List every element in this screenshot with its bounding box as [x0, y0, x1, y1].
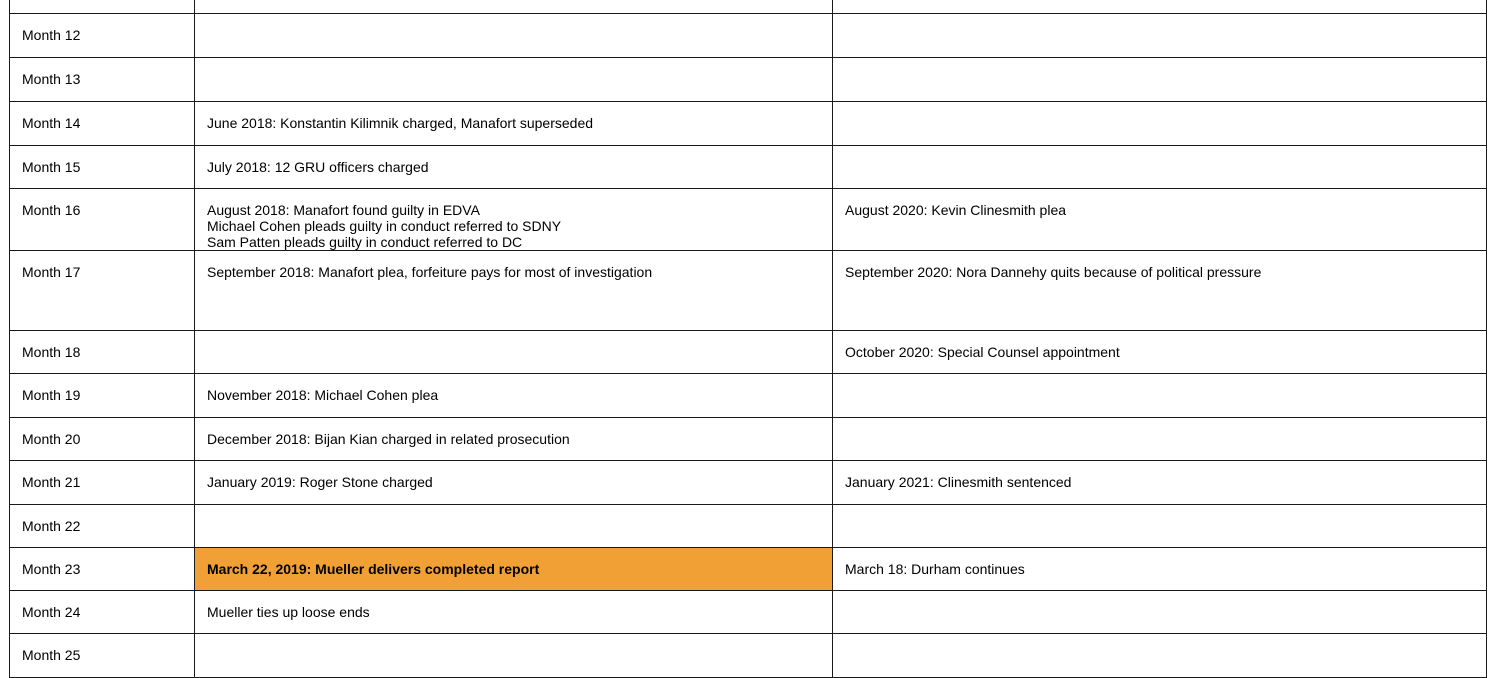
- month-cell: [10, 418, 195, 461]
- table-row: [10, 374, 1487, 418]
- mueller-event-cell: [195, 102, 833, 146]
- month-label: Month 21: [22, 474, 81, 490]
- durham-event-cell: [833, 251, 1487, 331]
- table-row: [10, 251, 1487, 331]
- event-text: September 2020: Nora Dannehy quits because of political pressure: [845, 264, 1262, 280]
- month-label: Month 23: [22, 561, 81, 577]
- month-cell: [10, 505, 195, 548]
- month-cell: [10, 591, 195, 634]
- month-label: Month 17: [22, 264, 81, 280]
- mueller-event-cell: [195, 418, 833, 461]
- month-label: Month 22: [22, 518, 81, 534]
- table-row: [10, 591, 1487, 634]
- table-row: [10, 102, 1487, 146]
- event-text: August 2018: Manafort found guilty in EDVA: [207, 202, 480, 218]
- month-label: Month 19: [22, 387, 81, 403]
- month-label: Month 24: [22, 604, 81, 620]
- month-label: Month 16: [22, 202, 81, 218]
- table-row: [10, 58, 1487, 102]
- event-text: September 2018: Manafort plea, forfeiture pays for most of investigation: [207, 264, 653, 280]
- durham-event-cell: [833, 461, 1487, 505]
- durham-event-cell: [833, 634, 1487, 678]
- month-label: Month 15: [22, 159, 81, 175]
- month-label: Month 13: [22, 71, 81, 87]
- durham-event-cell: [833, 189, 1487, 251]
- timeline-table: [9, 0, 1487, 678]
- event-text: January 2019: Roger Stone charged: [207, 474, 433, 490]
- event-text: March 18: Durham continues: [845, 561, 1025, 577]
- table-row: [10, 0, 1487, 14]
- table-row: [10, 634, 1487, 678]
- table-row: [10, 461, 1487, 505]
- durham-event-cell: [833, 505, 1487, 548]
- durham-event-cell: [833, 331, 1487, 374]
- event-text: July 2018: 12 GRU officers charged: [207, 159, 429, 175]
- table-row: [10, 14, 1487, 58]
- durham-event-cell: [833, 591, 1487, 634]
- durham-event-cell: [833, 146, 1487, 189]
- mueller-event-cell: [195, 251, 833, 331]
- month-cell: [10, 189, 195, 251]
- event-text: June 2018: Konstantin Kilimnik charged, Manafort superseded: [207, 115, 594, 131]
- month-cell: [10, 331, 195, 374]
- mueller-event-cell: [195, 0, 833, 14]
- table-row: [10, 548, 1487, 591]
- mueller-event-cell: [195, 58, 833, 102]
- month-label: Month 20: [22, 431, 81, 447]
- event-text: August 2020: Kevin Clinesmith plea: [845, 202, 1067, 218]
- month-cell: [10, 634, 195, 678]
- table-row: [10, 146, 1487, 189]
- event-text: October 2020: Special Counsel appointment: [845, 344, 1120, 360]
- durham-event-cell: [833, 374, 1487, 418]
- event-text: Michael Cohen pleads guilty in conduct referred to SDNY: [207, 218, 562, 234]
- event-text: Mueller ties up loose ends: [207, 604, 370, 620]
- mueller-event-cell: [195, 331, 833, 374]
- month-label: Month 18: [22, 344, 81, 360]
- month-cell: [10, 14, 195, 58]
- event-text: December 2018: Bijan Kian charged in related prosecution: [207, 431, 570, 447]
- month-label: Month 12: [22, 27, 81, 43]
- table-row: [10, 189, 1487, 251]
- durham-event-cell: [833, 418, 1487, 461]
- month-cell: [10, 374, 195, 418]
- event-text: November 2018: Michael Cohen plea: [207, 387, 439, 403]
- mueller-event-cell: [195, 374, 833, 418]
- mueller-event-cell: [195, 505, 833, 548]
- event-text: January 2021: Clinesmith sentenced: [845, 474, 1072, 490]
- event-text: March 22, 2019: Mueller delivers completed report: [207, 561, 540, 577]
- durham-event-cell: [833, 0, 1487, 14]
- durham-event-cell: [833, 102, 1487, 146]
- month-cell: [10, 0, 195, 14]
- durham-event-cell: [833, 58, 1487, 102]
- durham-event-cell: [833, 14, 1487, 58]
- month-cell: [10, 58, 195, 102]
- month-cell: [10, 251, 195, 331]
- mueller-event-cell: [195, 146, 833, 189]
- mueller-event-cell: [195, 634, 833, 678]
- mueller-event-cell: [195, 461, 833, 505]
- month-cell: [10, 146, 195, 189]
- timeline-body: [10, 0, 1487, 678]
- mueller-event-cell: [195, 548, 833, 591]
- month-cell: [10, 102, 195, 146]
- table-row: [10, 331, 1487, 374]
- mueller-event-cell: [195, 591, 833, 634]
- month-label: Month 25: [22, 647, 81, 663]
- month-cell: [10, 461, 195, 505]
- mueller-event-cell: [195, 14, 833, 58]
- table-row: [10, 505, 1487, 548]
- month-cell: [10, 548, 195, 591]
- month-label: Month 14: [22, 115, 81, 131]
- event-text: Sam Patten pleads guilty in conduct referred to DC: [207, 234, 523, 250]
- mueller-event-cell: [195, 189, 833, 251]
- table-row: [10, 418, 1487, 461]
- durham-event-cell: [833, 548, 1487, 591]
